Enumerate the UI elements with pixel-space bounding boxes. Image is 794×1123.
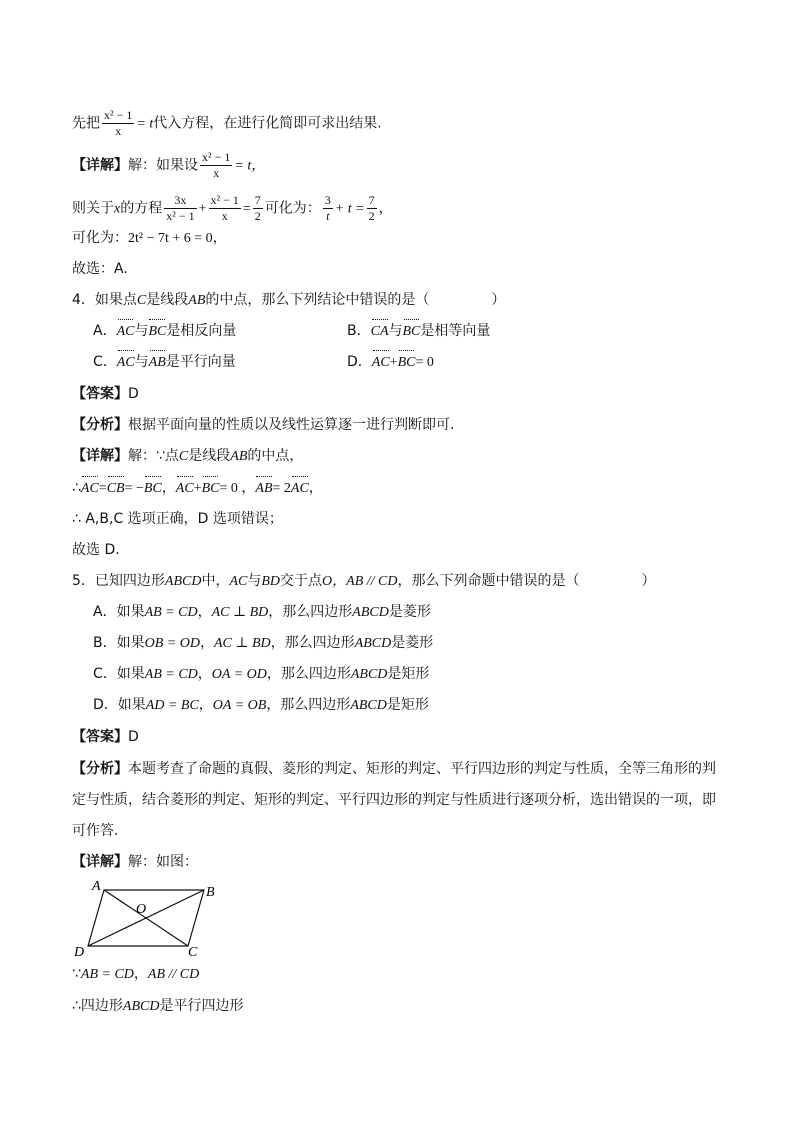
fraction-numerator: x² − 1 <box>202 150 231 164</box>
option-text: ，那么四边形 <box>268 604 353 620</box>
reduced-equation: 2t² − 7t + 6 = 0， <box>128 231 227 246</box>
intro-eq: = t <box>136 116 154 132</box>
option-label: B． <box>347 323 371 339</box>
segment-label: AB <box>230 449 248 464</box>
detail-text: 解：如图： <box>128 854 198 870</box>
intro-suffix: 代入方程，在进行化简即可求出结果. <box>153 115 382 132</box>
option-label: D． <box>347 354 372 370</box>
reduce-label: 可化为： <box>264 200 321 217</box>
shape-label: ABCD <box>164 574 202 589</box>
detail-lead: 解：如果设 <box>128 157 198 174</box>
q5-option-b <box>93 633 433 654</box>
stem-text: 4．如果点 <box>72 292 137 308</box>
shape-label: ABCD <box>352 605 389 620</box>
option-text: 与 <box>134 323 149 339</box>
stem-text: 交于点 <box>280 573 323 589</box>
option-text: 与 <box>388 323 403 339</box>
point-label: C <box>136 293 147 308</box>
option-text: 是菱形 <box>388 604 431 620</box>
q5-option-d <box>93 695 429 716</box>
fraction-1 <box>164 193 196 224</box>
vector: BC <box>398 353 416 373</box>
shape-label: ABCD <box>354 636 392 651</box>
vector: AB <box>149 353 166 373</box>
detail-tag: 【详解】 <box>72 157 128 174</box>
reduced-prefix: 可化为： <box>72 230 128 246</box>
vector: AC <box>372 353 390 373</box>
q4-detail <box>72 446 303 467</box>
stem-text: 的中点，那么下列结论中错误的是（ <box>205 292 430 308</box>
fraction-denominator: 2 <box>368 209 375 223</box>
condition: AC ⊥ BD <box>211 605 269 620</box>
equals-sign: = <box>242 201 251 217</box>
comma: ， <box>199 635 214 651</box>
q5-detail <box>72 852 198 872</box>
comma: ， <box>161 480 176 496</box>
q4-option-d <box>347 352 434 373</box>
q4-conclusion: ∴ A,B,C 选项正确，D 选项错误； <box>72 511 283 527</box>
intro-prefix: 先把 <box>72 115 100 132</box>
fraction-denominator: x <box>221 209 228 223</box>
vector: AC <box>176 479 194 499</box>
option-text: 是菱形 <box>391 635 434 651</box>
option-text: 是矩形 <box>386 697 429 713</box>
stem-text: 是线段 <box>146 292 189 308</box>
detail-text: 的中点， <box>247 448 304 464</box>
analysis-tag: 【分析】 <box>72 761 128 777</box>
option-text: 是相反向量 <box>166 323 237 339</box>
q5-so <box>72 996 243 1017</box>
comma: ， <box>197 666 212 682</box>
condition: OB = OD <box>144 636 200 651</box>
diagonal-bd <box>88 890 204 946</box>
condition: OA = OB <box>212 698 267 713</box>
detail-fraction <box>200 150 232 181</box>
option-text: ，那么四边形 <box>266 697 351 713</box>
stem-text: ，那么下列命题中错误的是（ <box>397 573 580 589</box>
option-label: A．如果 <box>93 604 145 620</box>
equals-sign: = <box>98 481 107 496</box>
fraction-numerator: x² − 1 <box>210 193 239 207</box>
plus-sign: + <box>198 201 207 217</box>
answer-tag: 【答案】 <box>72 386 128 402</box>
q4-option-a <box>93 321 236 342</box>
comma: ， <box>378 200 393 217</box>
equation-prefix: 则关于 <box>72 200 114 217</box>
fraction-denominator: t <box>326 209 330 223</box>
intro-line <box>72 108 382 139</box>
q4-answer <box>72 384 139 404</box>
vector: BC <box>403 322 421 342</box>
q3-detail-line <box>72 150 265 181</box>
vector: AC <box>117 353 135 373</box>
comma: ， <box>308 480 323 496</box>
q5-because <box>72 964 199 985</box>
vector: AC <box>81 479 99 499</box>
vertex-label-a: A <box>92 879 101 894</box>
option-text: ，那么四边形 <box>266 666 351 682</box>
vector: AC <box>291 479 309 499</box>
parallelogram-figure <box>70 878 230 958</box>
option-text: 是相等向量 <box>420 323 491 339</box>
fraction-numerator: 7 <box>254 193 261 207</box>
vector: CB <box>107 479 125 499</box>
q4-choose: 故选 D. <box>72 542 120 558</box>
intro-fraction <box>102 108 134 139</box>
q4-option-b <box>347 321 490 342</box>
option-label: A． <box>93 323 117 339</box>
fraction-numerator: 3x <box>164 193 196 209</box>
vertex-label-c: C <box>188 945 198 958</box>
q5-analysis-3: 可作答. <box>72 823 119 839</box>
center-label-o: O <box>136 902 147 917</box>
q4-stem <box>72 290 505 311</box>
comma: ， <box>133 966 148 982</box>
q4-analysis <box>72 415 454 435</box>
detail-tag: 【详解】 <box>72 854 128 870</box>
stem-text: 5．已知四边形 <box>72 573 165 589</box>
option-text: 是矩形 <box>387 666 430 682</box>
plus-t: + t = <box>334 201 365 217</box>
condition: AB = CD <box>144 667 198 682</box>
shape-label: ABCD <box>122 999 160 1014</box>
fraction-numerator: x² − 1 <box>104 108 133 122</box>
answer-tag: 【答案】 <box>72 729 128 745</box>
close-paren: ） <box>491 292 506 308</box>
shape-label: ABCD <box>350 698 387 713</box>
q3-choose: 故选：A. <box>72 261 128 277</box>
segment-label: AC <box>229 574 248 589</box>
option-text: 与 <box>134 354 149 370</box>
fraction-5 <box>367 193 377 224</box>
q5-option-c <box>93 664 429 685</box>
plus-sign: + <box>389 355 398 370</box>
so-text: 是平行四边形 <box>159 998 244 1014</box>
segment-label: BD <box>261 574 281 589</box>
vertex-label-b: B <box>206 885 215 900</box>
fraction-numerator: 3 <box>324 193 331 207</box>
vector: AC <box>117 322 135 342</box>
analysis-text: 根据平面向量的性质以及线性运算逐一进行判断即可. <box>128 417 455 433</box>
equals-sign: = − <box>124 481 144 496</box>
equation-var: x <box>114 201 121 217</box>
therefore-symbol: ∴ <box>72 480 81 496</box>
answer-value: D <box>128 386 139 402</box>
plus-sign: + <box>193 481 202 496</box>
option-text: = 0 <box>415 355 434 370</box>
stem-text: 与 <box>247 573 262 589</box>
detail-text: 是线段 <box>188 448 231 464</box>
condition: AB // CD <box>346 574 398 589</box>
so-text: ∴四边形 <box>72 998 123 1014</box>
fraction-denominator: x <box>213 166 220 180</box>
close-paren: ） <box>641 573 656 589</box>
q5-stem <box>72 571 656 592</box>
vector: BC <box>148 322 166 342</box>
option-label: C． <box>93 354 117 370</box>
because-symbol: ∵ <box>72 966 81 982</box>
vector: CA <box>371 322 389 342</box>
vector: BC <box>202 479 220 499</box>
q3-equation-line <box>72 193 393 224</box>
fraction-2 <box>209 193 241 224</box>
fraction-3 <box>253 193 263 224</box>
q3-reduced-line <box>72 228 227 249</box>
fraction-numerator: 7 <box>368 193 375 207</box>
equals-sign: = 2 <box>272 481 291 496</box>
condition: OA = OD <box>211 667 267 682</box>
stem-text: 中， <box>201 573 230 589</box>
q4-option-c <box>93 352 236 373</box>
fraction-denominator: x <box>115 124 122 138</box>
equals-sign: = 0 ， <box>219 481 256 496</box>
point-label: C <box>178 449 189 464</box>
q5-answer <box>72 727 139 747</box>
fraction-denominator: x² − 1 <box>166 209 195 223</box>
condition: AC ⊥ BD <box>213 636 271 651</box>
q5-analysis-1 <box>72 759 716 779</box>
vector: BC <box>144 479 162 499</box>
condition: AB = CD <box>144 605 198 620</box>
option-text: ，那么四边形 <box>270 635 355 651</box>
analysis-tag: 【分析】 <box>72 417 128 433</box>
equation-mid: 的方程 <box>120 200 163 217</box>
option-label: B．如果 <box>93 635 145 651</box>
vertex-label-d: D <box>74 945 85 958</box>
q4-vector-relations <box>72 478 323 499</box>
answer-value: D <box>128 729 139 745</box>
q5-analysis-2: 定与性质，结合菱形的判定、矩形的判定、平行四边形的判定与性质进行逐项分析，选出错误的一项，即 <box>72 792 716 808</box>
condition: AB = CD <box>80 967 134 982</box>
detail-tag: 【详解】 <box>72 448 128 464</box>
shape-label: ABCD <box>350 667 388 682</box>
option-text: 是平行向量 <box>165 354 236 370</box>
analysis-text: 本题考查了命题的真假、菱形的判定、矩形的判定、平行四边形的判定与性质，全等三角形的判 <box>128 761 716 777</box>
fraction-4 <box>323 193 333 224</box>
comma: ， <box>197 604 212 620</box>
q5-option-a <box>93 602 431 623</box>
detail-text: 解：∵点 <box>128 448 179 464</box>
option-label: C．如果 <box>93 666 145 682</box>
option-label: D．如果 <box>93 697 146 713</box>
condition: AD = BC <box>145 698 199 713</box>
fraction-denominator: 2 <box>254 209 261 223</box>
detail-eq: = t， <box>234 158 266 174</box>
segment-label: AB <box>188 293 206 308</box>
vector: AB <box>255 479 272 499</box>
comma: ， <box>198 697 213 713</box>
point-label: O， <box>322 574 347 589</box>
condition: AB // CD <box>147 967 200 982</box>
